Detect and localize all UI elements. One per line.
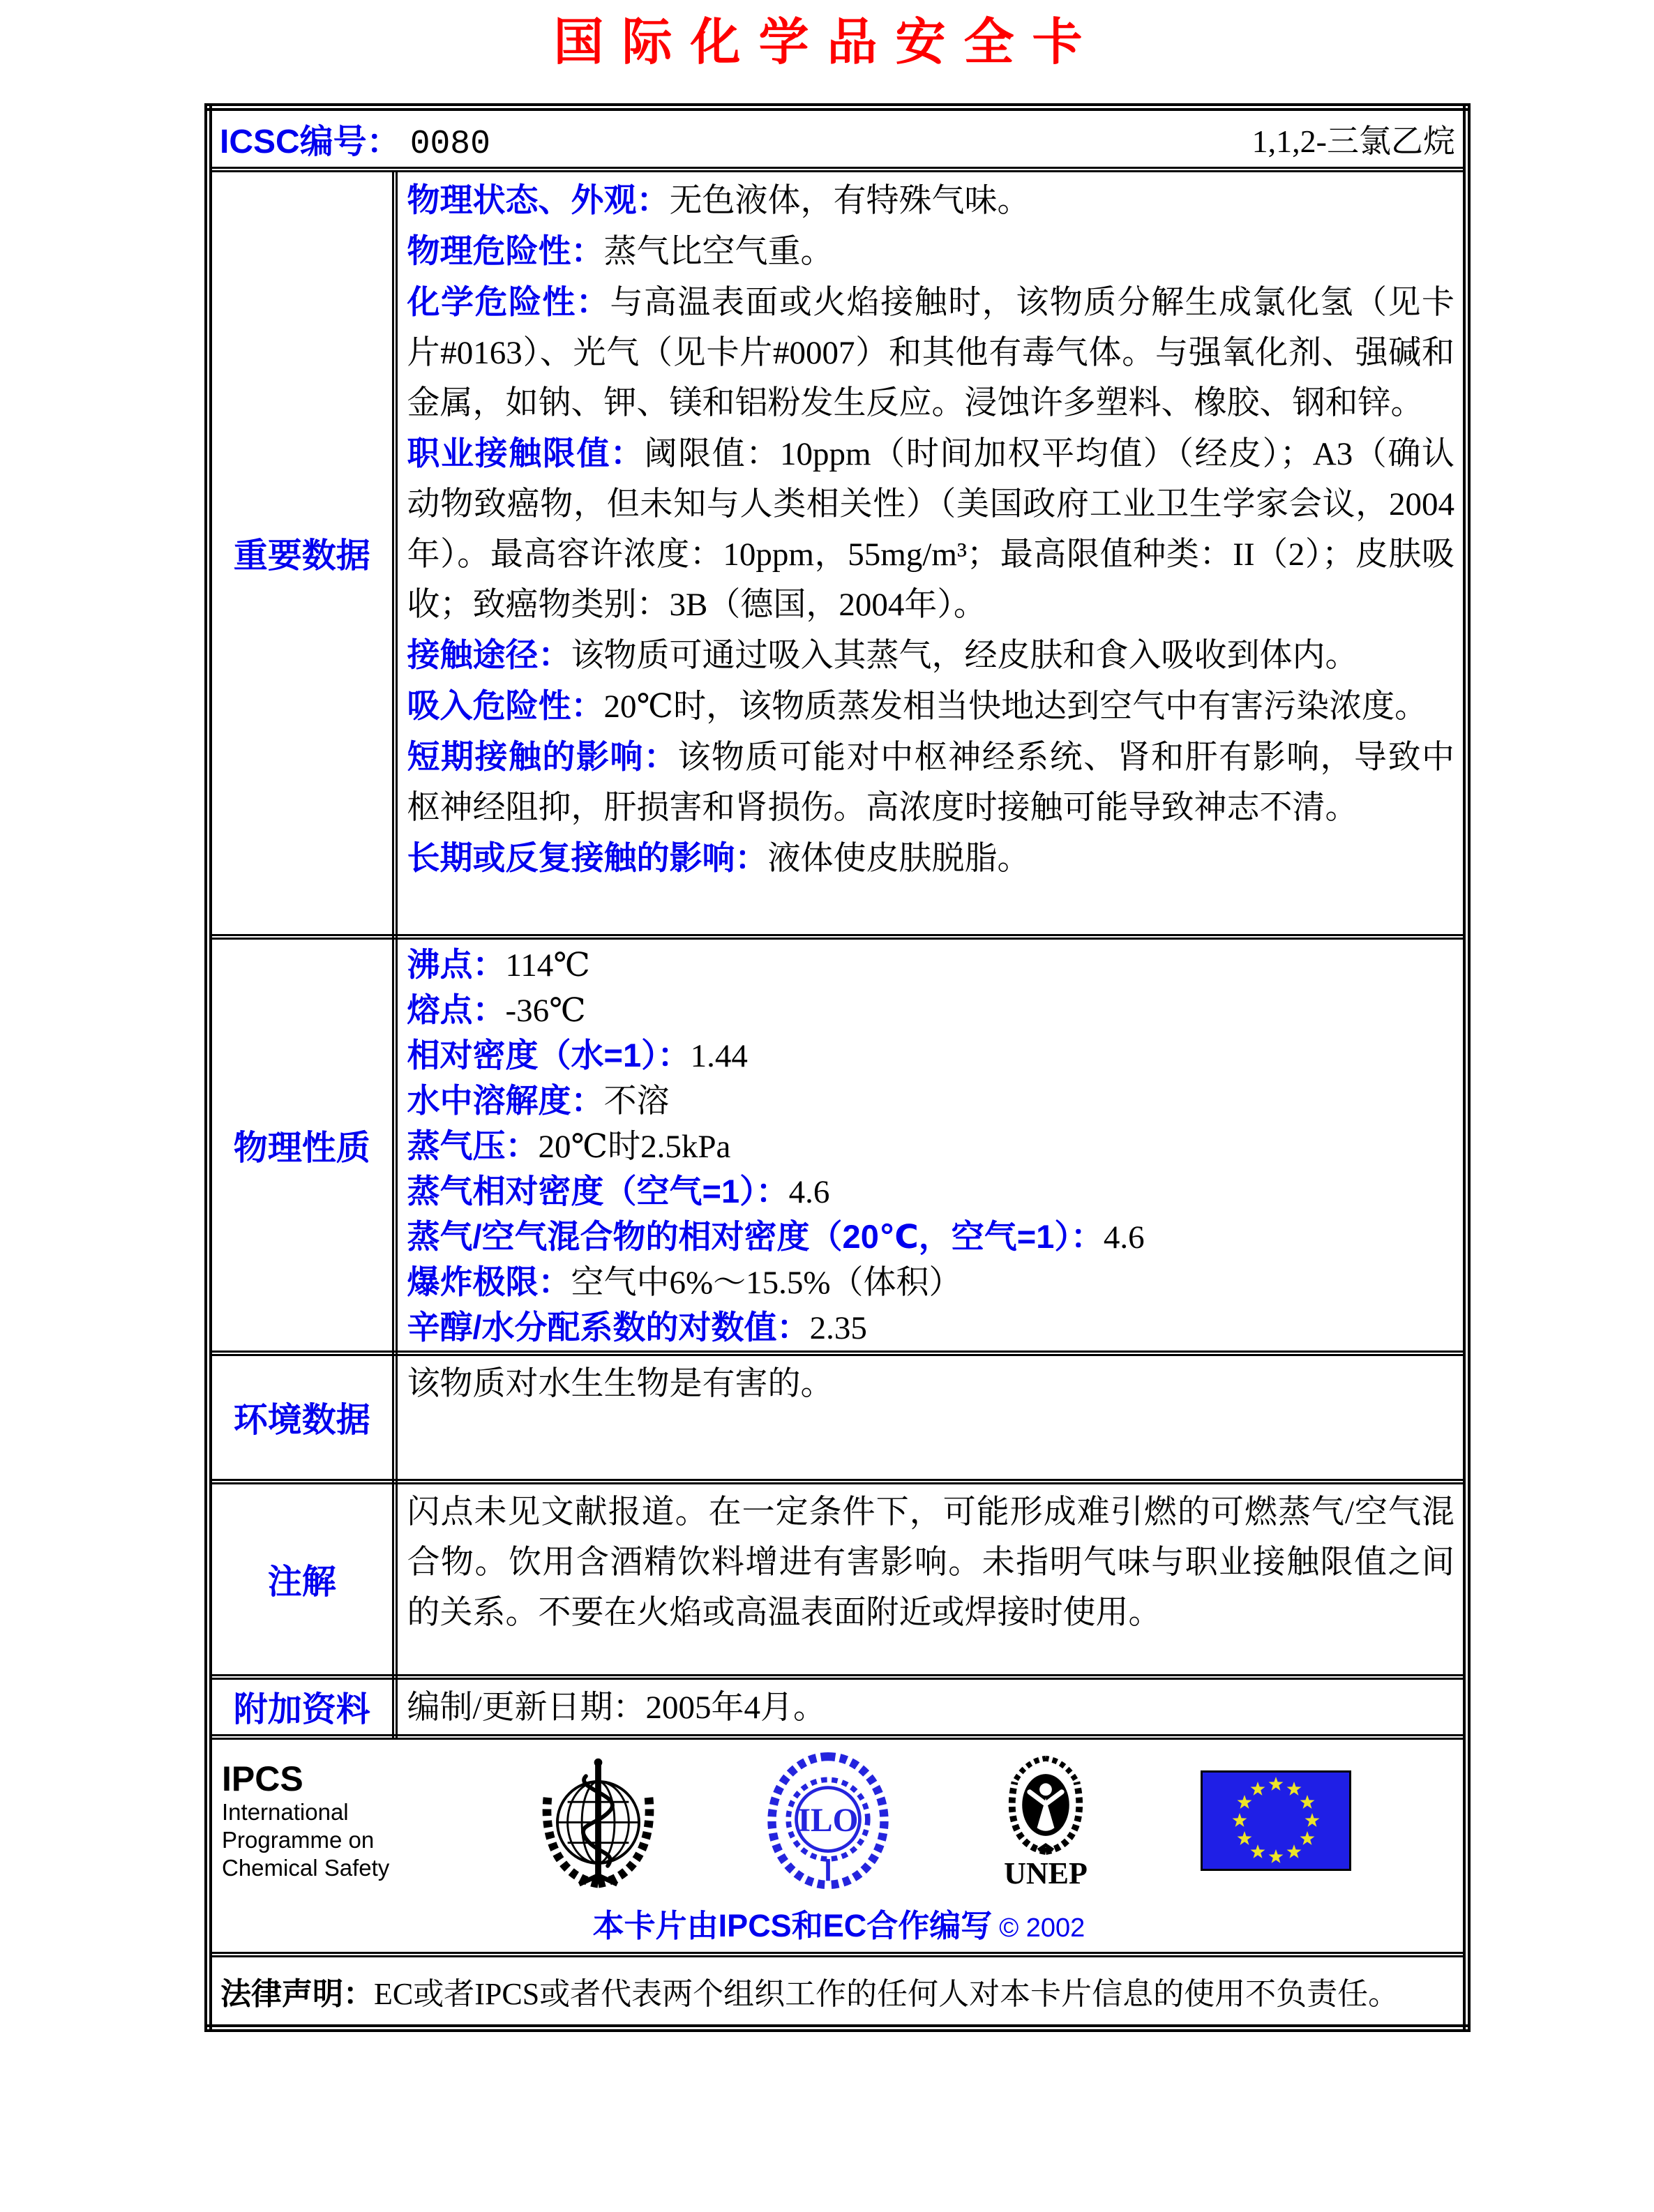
field-label: 蒸气相对密度（空气=1）： (407, 1173, 789, 1210)
field-label: 职业接触限值： (407, 435, 645, 472)
field-label: 蒸气压： (407, 1127, 539, 1164)
section-content-important-data (395, 170, 1467, 937)
field-chemical-danger (407, 277, 1455, 428)
field-vapor-pressure (407, 1124, 1455, 1169)
field-label: 吸入危险性： (407, 687, 604, 724)
field-label: 相对密度（水=1）： (407, 1037, 691, 1074)
logo-strip (222, 1751, 1456, 1890)
field-long-term-effects (407, 833, 1455, 884)
additional-info-text: 编制/更新日期：2005年4月。 (407, 1690, 827, 1726)
ipcs-text-block (222, 1759, 431, 1882)
section-row-physical-properties (209, 937, 1467, 1353)
field-text: 20℃时，该物质蒸发相当快地达到空气中有害污染浓度。 (603, 689, 1428, 725)
section-content-notes (395, 1482, 1467, 1677)
field-text: 空气中6%～15.5%（体积） (571, 1265, 962, 1301)
logos-row (209, 1737, 1467, 1955)
icsc-number-value: 0080 (409, 126, 490, 163)
field-text: 阈限值：10ppm（时间加权平均值）（经皮）；A3（确认动物致癌物，但未知与人类相关性）（美国政府工业卫生学家会议，2004年）。最高容许浓度：10ppm，55mg/m³；最高限值种类：II（2）；皮肤吸收；致癌物类别：3B（德国，2004年）。 (407, 436, 1454, 623)
field-octanol-water (407, 1305, 1455, 1350)
ipcs-line3: Chemical Safety (222, 1855, 390, 1881)
field-label: 物理危险性： (407, 232, 604, 269)
section-label-environmental-data: 环境数据 (209, 1353, 395, 1482)
field-explosive-limits (407, 1260, 1455, 1305)
eu-flag-icon (1201, 1770, 1351, 1871)
section-row-notes (209, 1482, 1467, 1677)
field-label: 化学危险性： (407, 283, 610, 320)
credit-line (222, 1900, 1456, 1946)
field-text: 该物质可通过吸入其蒸气，经皮肤和食入吸收到体内。 (571, 638, 1358, 674)
header-cell (209, 107, 1467, 170)
field-label: 水中溶解度： (407, 1082, 604, 1119)
field-text: -36℃ (505, 993, 586, 1029)
section-label-physical-properties: 物理性质 (209, 937, 395, 1353)
field-text: 4.6 (1103, 1219, 1145, 1256)
section-label-notes: 注解 (209, 1482, 395, 1677)
field-text: 114℃ (505, 947, 590, 984)
chemical-name: 1,1,2-三氯乙烷 (1251, 123, 1455, 159)
field-label: 爆炸极限： (407, 1263, 571, 1300)
field-label: 物理状态、外观： (407, 181, 670, 218)
field-text: 与高温表面或火焰接触时，该物质分解生成氯化氢（见卡片#0163）、光气（见卡片#0007）和其他有毒气体。与强氧化剂、强碱和金属，如钠、钾、镁和铝粉发生反应。浸蚀许多塑料、橡胶、钢和锌。 (407, 285, 1455, 421)
notes-text: 闪点未见文献报道。在一定条件下，可能形成难引燃的可燃蒸气/空气混合物。饮用含酒精饮料增进有害影响。未指明气味与职业接触限值之间的关系。不要在火焰或高温表面附近或焊接时使用。 (407, 1494, 1454, 1631)
credit-text: 本卡片由IPCS和EC合作编写 (592, 1908, 993, 1943)
field-boiling-point (407, 942, 1455, 988)
who-emblem-icon (530, 1753, 666, 1889)
header-row (209, 107, 1467, 170)
field-exposure-routes (407, 630, 1455, 681)
field-vapor-density (407, 1169, 1455, 1214)
section-row-important-data (209, 170, 1467, 937)
field-text: 1.44 (690, 1038, 748, 1074)
field-physical-danger (407, 226, 1455, 277)
field-melting-point (407, 988, 1455, 1033)
field-label: 辛醇/水分配系数的对数值： (407, 1309, 810, 1346)
field-label: 短期接触的影响： (407, 738, 678, 775)
field-short-term-effects (407, 732, 1455, 833)
section-content-environmental-data (395, 1353, 1467, 1482)
field-label: 沸点： (407, 946, 506, 983)
field-label: 熔点： (407, 991, 506, 1028)
unep-caption: UNEP (1004, 1856, 1088, 1890)
section-content-physical-properties (395, 937, 1467, 1353)
field-text: 2.35 (809, 1310, 867, 1346)
ipcs-line1: International (222, 1799, 349, 1825)
icsc-card-table (204, 103, 1471, 2032)
field-occupational-limits (407, 428, 1455, 630)
icsc-number-label: ICSC编号： (220, 123, 400, 160)
field-text: 无色液体，有特殊气味。 (669, 183, 1030, 219)
ilo-emblem-icon (765, 1751, 891, 1890)
field-inhalation-risk (407, 681, 1455, 732)
field-text: 不溶 (603, 1083, 670, 1120)
credit-copyright: © 2002 (999, 1913, 1085, 1943)
section-label-important-data: 重要数据 (209, 170, 395, 937)
field-label: 蒸气/空气混合物的相对密度（20℃，空气=1）： (407, 1218, 1104, 1255)
section-label-additional-info: 附加资料 (209, 1677, 395, 1737)
field-vapor-air-density (407, 1214, 1455, 1260)
legal-row (209, 1955, 1467, 2029)
field-label: 接触途径： (407, 636, 571, 673)
legal-cell (209, 1955, 1467, 2029)
unep-emblem-icon (990, 1752, 1102, 1890)
field-relative-density (407, 1033, 1455, 1078)
legal-text: EC或者IPCS或者代表两个组织工作的任何人对本卡片信息的使用不负责任。 (374, 1977, 1399, 2011)
field-text: 该物质可能对中枢神经系统、肾和肝有影响，导致中枢神经阻抑，肝损害和肾损伤。高浓度时接触可能导致神志不清。 (407, 739, 1455, 826)
legal-label: 法律声明： (220, 1977, 374, 2011)
field-text: 20℃时2.5kPa (538, 1129, 731, 1165)
field-text: 4.6 (788, 1174, 830, 1210)
logos-cell (209, 1737, 1467, 1955)
section-row-environmental-data (209, 1353, 1467, 1482)
ipcs-acronym: IPCS (222, 1759, 303, 1798)
ipcs-line2: Programme on (222, 1827, 375, 1853)
section-content-additional-info (395, 1677, 1467, 1737)
section-row-additional-info (209, 1677, 1467, 1737)
field-physical-state (407, 175, 1455, 226)
field-water-solubility (407, 1078, 1455, 1124)
environmental-text: 该物质对水生生物是有害的。 (407, 1366, 834, 1402)
icsc-number-group (220, 114, 490, 163)
page-title: 国际化学品安全卡 (553, 15, 1101, 70)
field-text: 蒸气比空气重。 (603, 234, 834, 270)
field-text: 液体使皮肤脱脂。 (767, 841, 1030, 877)
ilo-letters: ILO (797, 1803, 859, 1839)
field-label: 长期或反复接触的影响： (407, 839, 768, 876)
